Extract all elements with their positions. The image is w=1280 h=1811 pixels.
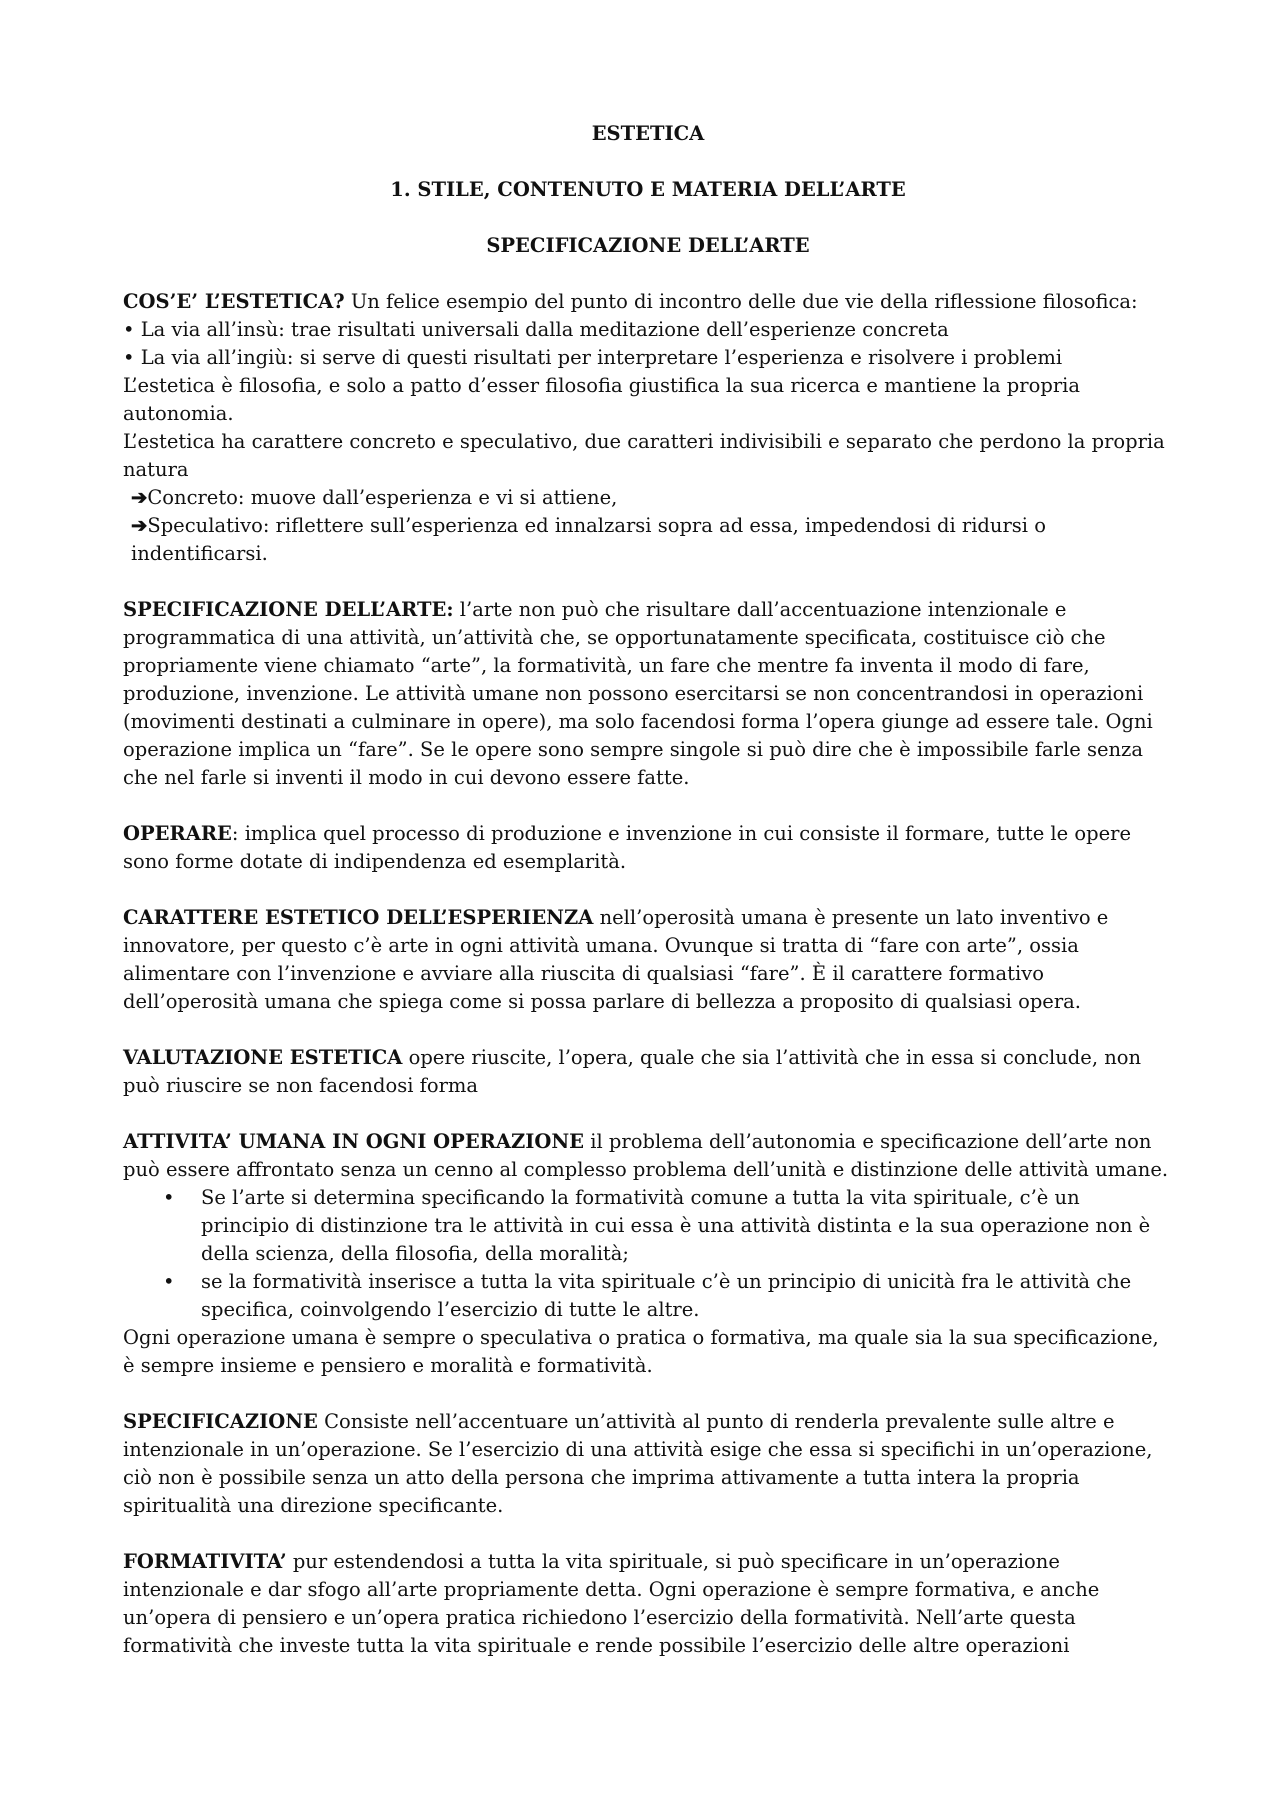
list-item <box>123 1268 1173 1324</box>
paragraph-text: Ogni operazione umana è sempre o speculativa o pratica o formativa, ma quale sia la sua specificazione, è sempre insieme e pensiero e moralità e formatività. <box>123 1326 1159 1377</box>
bullet-icon: • <box>163 1186 175 1209</box>
paragraph-text: il problema dell’autonomia e specificazione dell’arte non può essere affrontato senza un cenno al complesso problema dell’unità e distinzione delle attività umane. <box>123 1130 1169 1181</box>
paragraph-text: pur estendendosi a tutta la vita spirituale, si può specificare in un’operazione intenzionale e dar sfogo all’arte propriamente detta. Ogni operazione è sempre formativa, e anche un’opera di pensiero e un’opera pratica richiedono l’esercizio della formatività. Nell’arte questa formatività che investe tutta la vita spirituale e rende possibile l’esercizio delle altre operazioni <box>123 1550 1100 1657</box>
section-title: SPECIFICAZIONE DELL’ARTE <box>486 234 810 257</box>
arrow-right-icon: ➔ <box>131 486 148 509</box>
paragraph-specificazione-arte <box>123 596 1173 792</box>
paragraph-valutazione-estetica <box>123 1044 1173 1100</box>
paragraph-line <box>123 1128 1173 1184</box>
paragraph-attivita-umana <box>123 1128 1173 1380</box>
list-item <box>123 484 1173 512</box>
paragraph-text: : implica quel processo di produzione e invenzione in cui consiste il formare, tutte le opere sono forme dotate di indipendenza ed esemplarità. <box>123 822 1132 873</box>
document-page <box>123 120 1173 1660</box>
bullet-icon: • <box>163 1270 175 1293</box>
arrow-right-icon: ➔ <box>131 514 148 537</box>
document-title: ESTETICA <box>591 122 705 145</box>
paragraph-formativita <box>123 1548 1173 1660</box>
paragraph-estetica <box>123 288 1173 568</box>
paragraph-text: L’estetica ha carattere concreto e speculativo, due caratteri indivisibili e separato che perdono la propria natura <box>123 430 1165 481</box>
paragraph-text: nell’operosità umana è presente un lato inventivo e innovatore, per questo c’è arte in ogni attività umana. Ovunque si tratta di “fare con arte”, ossia alimentare con l’invenzione e avviare alla riuscita di qualsiasi “fare”. È il carattere formativo dell’operosità umana che spiega come si possa parlare di bellezza a proposito di qualsiasi opera. <box>123 906 1109 1013</box>
paragraph-text: Consiste nell’accentuare un’attività al punto di renderla prevalente sulle altre e intenzionale in un’operazione. Se l’esercizio di una attività esige che essa si specifichi in un’operazione, ciò non è possibile senza un atto della persona che imprima attivamente a tutta intera la propria spiritualità una direzione specificante. <box>123 1410 1153 1517</box>
paragraph-heading: FORMATIVITA’ <box>123 1550 287 1573</box>
paragraph-text: Un felice esempio del punto di incontro delle due vie della riflessione filosofica: <box>344 290 1138 313</box>
list-item-text: se la formatività inserisce a tutta la vita spirituale c’è un principio di unicità fra le attività che specifica, coinvolgendo l’esercizio di tutte le altre. <box>201 1270 1132 1321</box>
list-item: • La via all’insù: trae risultati universali dalla meditazione dell’esperienze concreta <box>123 318 949 341</box>
paragraph-specificazione <box>123 1408 1173 1520</box>
bullet-list <box>123 1184 1173 1324</box>
list-item <box>123 1184 1173 1268</box>
chapter-title: 1. STILE, CONTENUTO E MATERIA DELL’ARTE <box>390 178 906 201</box>
list-item: • La via all’ingiù: si serve di questi risultati per interpretare l’esperienza e risolvere i problemi <box>123 346 1063 369</box>
paragraph-heading: ATTIVITA’ UMANA IN OGNI OPERAZIONE <box>123 1130 585 1153</box>
paragraph-text: opere riuscite, l’opera, quale che sia l’attività che in essa si conclude, non può riuscire se non facendosi forma <box>123 1046 1142 1097</box>
list-item-text: Concreto: muove dall’esperienza e vi si attiene, <box>147 486 618 509</box>
list-item-text: Speculativo: riflettere sull’esperienza ed innalzarsi sopra ad essa, impedendosi di ridursi o indentificarsi. <box>131 514 1046 565</box>
paragraph-heading: OPERARE <box>123 822 232 845</box>
paragraph-text: L’estetica è filosofia, e solo a patto d’esser filosofia giustifica la sua ricerca e mantiene la propria autonomia. <box>123 374 1081 425</box>
list-item <box>123 512 1173 568</box>
list-item-text: Se l’arte si determina specificando la formatività comune a tutta la vita spirituale, c’è un principio di distinzione tra le attività in cui essa è una attività distinta e la sua operazione non è della scienza, della filosofia, della moralità; <box>201 1186 1151 1265</box>
paragraph-heading: CARATTERE ESTETICO DELL’ESPERIENZA <box>123 906 594 929</box>
paragraph-carattere-estetico <box>123 904 1173 1016</box>
paragraph-heading: SPECIFICAZIONE <box>123 1410 318 1433</box>
paragraph-line <box>123 288 1173 316</box>
paragraph-heading: COS’E’ L’ESTETICA? <box>123 290 345 313</box>
paragraph-heading: VALUTAZIONE ESTETICA <box>123 1046 403 1069</box>
paragraph-heading: SPECIFICAZIONE DELL’ARTE: <box>123 598 454 621</box>
paragraph-operare <box>123 820 1173 876</box>
paragraph-text: l’arte non può che risultare dall’accentuazione intenzionale e programmatica di una attività, un’attività che, se opportunatamente specificata, costituisce ciò che propriamente viene chiamato “arte”, la formatività, un fare che mentre fa inventa il modo di fare, produzione, invenzione. Le attività umane non possono esercitarsi se non concentrandosi in operazioni (movimenti destinati a culminare in opere), ma solo facendosi forma l’opera giunge ad essere tale. Ogni operazione implica un “fare”. Se le opere sono sempre singole si può dire che è impossibile farle senza che nel farle si inventi il modo in cui devono essere fatte. <box>123 598 1153 789</box>
